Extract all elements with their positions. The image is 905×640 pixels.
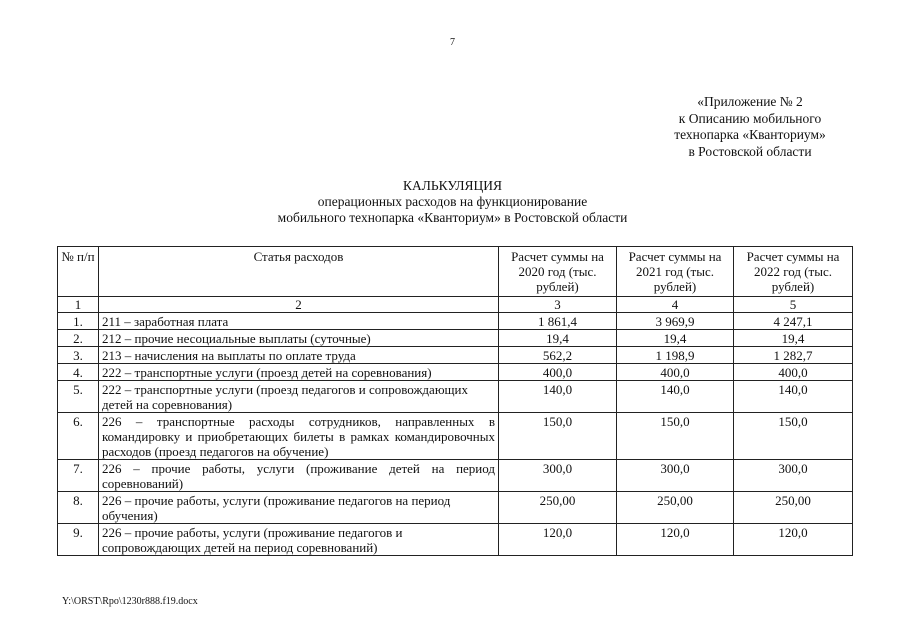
header-num: № п/п <box>58 247 99 297</box>
column-index-row <box>58 297 853 313</box>
table-row <box>58 330 853 347</box>
row-value-2021: 3 969,9 <box>617 313 734 330</box>
row-num: 2. <box>58 330 99 347</box>
appendix-line: технопарка «Кванториум» <box>674 127 826 142</box>
row-article: 222 – транспортные услуги (проезд детей на соревнования) <box>99 364 499 381</box>
row-value-2021: 140,0 <box>617 381 734 413</box>
calculation-table <box>57 246 853 556</box>
row-value-2020: 300,0 <box>499 460 617 492</box>
row-value-2020: 120,0 <box>499 524 617 556</box>
table-row <box>58 381 853 413</box>
row-value-2022: 1 282,7 <box>734 347 853 364</box>
row-value-2021: 400,0 <box>617 364 734 381</box>
table-header-row <box>58 247 853 297</box>
table-row <box>58 347 853 364</box>
row-article: 211 – заработная плата <box>99 313 499 330</box>
row-num: 6. <box>58 413 99 460</box>
row-value-2020: 140,0 <box>499 381 617 413</box>
appendix-line: в Ростовской области <box>688 143 812 159</box>
header-article: Статья расходов <box>99 247 499 297</box>
index-cell: 4 <box>617 297 734 313</box>
row-article: 213 – начисления на выплаты по оплате труда <box>99 347 499 364</box>
appendix-line: к Описанию мобильного <box>678 110 822 126</box>
row-article: 226 – прочие работы, услуги (проживание педагогов и сопровождающих детей на период соревнований) <box>99 524 499 556</box>
row-value-2021: 19,4 <box>617 330 734 347</box>
row-article: 226 – прочие работы, услуги (проживание детей на период соревнований) <box>99 460 499 492</box>
appendix-note <box>620 94 880 160</box>
row-num: 3. <box>58 347 99 364</box>
header-2021: Расчет суммы на 2021 год (тыс. рублей) <box>617 247 734 297</box>
row-value-2020: 1 861,4 <box>499 313 617 330</box>
row-value-2021: 300,0 <box>617 460 734 492</box>
table-row <box>58 524 853 556</box>
title-heading: КАЛЬКУЛЯЦИЯ <box>402 178 503 193</box>
header-2020: Расчет суммы на 2020 год (тыс. рублей) <box>499 247 617 297</box>
row-value-2021: 150,0 <box>617 413 734 460</box>
row-value-2021: 1 198,9 <box>617 347 734 364</box>
appendix-line: «Приложение № 2 <box>697 94 803 109</box>
row-value-2022: 300,0 <box>734 460 853 492</box>
document-title <box>0 178 905 226</box>
row-value-2020: 562,2 <box>499 347 617 364</box>
title-subline: мобильного технопарка «Кванториум» в Ростовской области <box>277 210 628 225</box>
row-num: 1. <box>58 313 99 330</box>
header-2022: Расчет суммы на 2022 год (тыс. рублей) <box>734 247 853 297</box>
row-value-2020: 400,0 <box>499 364 617 381</box>
row-article: 226 – прочие работы, услуги (проживание педагогов на период обучения) <box>99 492 499 524</box>
row-num: 4. <box>58 364 99 381</box>
row-value-2020: 19,4 <box>499 330 617 347</box>
row-article: 222 – транспортные услуги (проезд педагогов и сопровождающих детей на соревнования) <box>99 381 499 413</box>
row-value-2021: 250,00 <box>617 492 734 524</box>
index-cell: 3 <box>499 297 617 313</box>
title-subline: операционных расходов на функционирование <box>317 194 588 209</box>
footer-file-path: Y:\ORST\Rpo\1230r888.f19.docx <box>62 596 198 607</box>
row-num: 5. <box>58 381 99 413</box>
row-article: 226 – транспортные расходы сотрудников, направленных в командировку и приобретающих билеты в рамках командировочных расходов (проезд педагогов на обучение) <box>99 413 499 460</box>
row-value-2022: 140,0 <box>734 381 853 413</box>
table-row <box>58 492 853 524</box>
row-value-2022: 120,0 <box>734 524 853 556</box>
table-row <box>58 364 853 381</box>
index-cell: 5 <box>734 297 853 313</box>
row-num: 8. <box>58 492 99 524</box>
table-row <box>58 313 853 330</box>
row-value-2022: 250,00 <box>734 492 853 524</box>
table-row <box>58 460 853 492</box>
row-value-2022: 400,0 <box>734 364 853 381</box>
row-value-2022: 150,0 <box>734 413 853 460</box>
table-row <box>58 413 853 460</box>
index-cell: 2 <box>99 297 499 313</box>
row-value-2020: 250,00 <box>499 492 617 524</box>
row-value-2020: 150,0 <box>499 413 617 460</box>
page-number: 7 <box>450 37 455 48</box>
row-num: 7. <box>58 460 99 492</box>
index-cell: 1 <box>58 297 99 313</box>
row-article: 212 – прочие несоциальные выплаты (суточные) <box>99 330 499 347</box>
row-value-2022: 4 247,1 <box>734 313 853 330</box>
row-num: 9. <box>58 524 99 556</box>
row-value-2021: 120,0 <box>617 524 734 556</box>
row-value-2022: 19,4 <box>734 330 853 347</box>
